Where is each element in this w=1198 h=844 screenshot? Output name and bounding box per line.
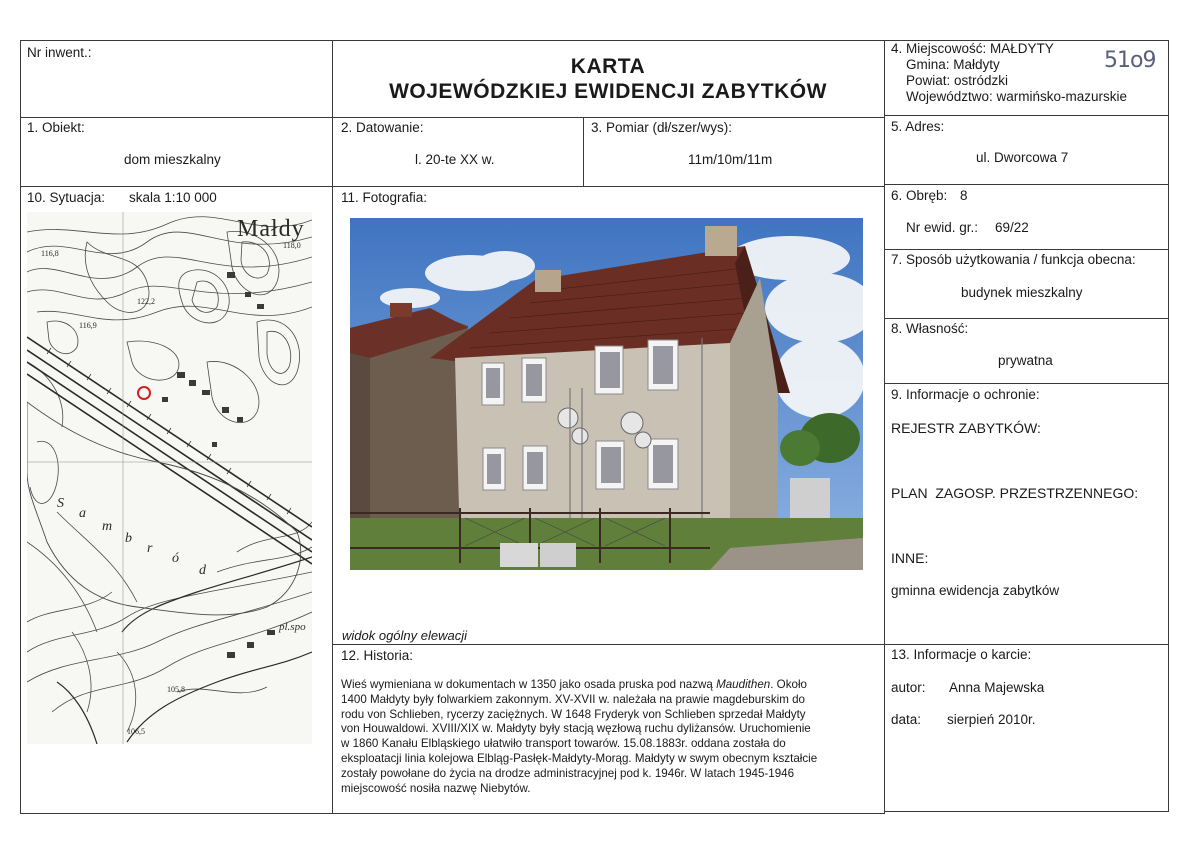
- history-line: 1400 Małdyty były folwarkiem zakonnym. XV-XVII w. należała na prawie magdeburskim do: [341, 692, 805, 706]
- history-line: Wieś wymieniana w dokumentach w 1350 jako osada pruska pod nazwą Maudithen. Około: [341, 678, 807, 691]
- inventory-label: Nr inwent.:: [27, 45, 92, 60]
- other-label: INNE:: [891, 550, 929, 566]
- address-label: 5. Adres:: [891, 119, 945, 134]
- building-photo: [350, 218, 863, 570]
- object-value: dom mieszkalny: [124, 152, 221, 167]
- ownership-value: prywatna: [998, 353, 1053, 368]
- other-value: gminna ewidencja zabytków: [891, 583, 1060, 598]
- map-place-label: Małdy: [237, 216, 305, 242]
- map-lake-letter: ó: [172, 551, 179, 566]
- handwritten-number: 51o9: [1104, 48, 1156, 73]
- address-value: ul. Dworcowa 7: [976, 150, 1069, 165]
- situation-label: 10. Sytuacja:: [27, 190, 106, 205]
- history-label: 12. Historia:: [341, 648, 414, 663]
- date-value: sierpień 2010r.: [947, 712, 1036, 727]
- map-height-label: 116,9: [79, 321, 97, 330]
- card-info-label: 13. Informacje o karcie:: [891, 647, 1032, 662]
- measure-label: 3. Pomiar (dł/szer/wys):: [591, 120, 733, 135]
- card-title-line2: WOJEWÓDZKIEJ EWIDENCJI ZABYTKÓW: [389, 80, 827, 103]
- history-line: von Houwaldowi. XVIII/XIX w. Małdyty były stacją węzłową ruchu dyliżansów. Uruchomienie: [341, 722, 811, 736]
- map-scale: skala 1:10 000: [129, 190, 217, 205]
- protection-label: 9. Informacje o ochronie:: [891, 387, 1040, 402]
- history-text: [341, 678, 877, 796]
- dating-value: l. 20-te XX w.: [415, 152, 495, 167]
- cell-title: [332, 40, 885, 118]
- author-label: autor:: [891, 680, 926, 695]
- history-line: eksploatacji linia kolejowa Elbląg-Pasłęk-Małdyty-Morąg. Małdyty w swym obecnym kształcie: [341, 751, 818, 765]
- obreb-value: 8: [960, 188, 968, 203]
- history-italic-name: Maudithen: [716, 678, 771, 691]
- cell-card-info: [884, 644, 1169, 812]
- object-label: 1. Obiekt:: [27, 120, 85, 135]
- map-lake-letter: d: [199, 563, 206, 578]
- usage-value: budynek mieszkalny: [961, 285, 1083, 300]
- map-lake-letter: b: [125, 531, 132, 546]
- history-line: w 1860 Kanału Elbląskiego ułatwiło transport towarów. 15.08.1883r. oddana została do: [341, 737, 786, 751]
- usage-label: 7. Sposób użytkowania / funkcja obecna:: [891, 252, 1136, 267]
- history-line: rodu von Schlieben, rycerzy zaciężnych. W 1648 Fryderyk von Schlieben sprzedał Małdyty: [341, 707, 806, 721]
- situation-map: [27, 212, 312, 744]
- dating-label: 2. Datowanie:: [341, 120, 424, 135]
- map-height-label: 118,0: [283, 241, 301, 250]
- map-lake-letter: m: [102, 519, 113, 534]
- measure-value: 11m/10m/11m: [688, 152, 773, 167]
- map-lake-letter: r: [147, 541, 153, 556]
- gmina-text: Gmina: Małdyty: [906, 57, 1000, 72]
- map-height-label: 106,5: [127, 727, 145, 736]
- plan-label: PLAN ZAGOSP. PRZESTRZENNEGO:: [891, 485, 1139, 501]
- photo-label: 11. Fotografia:: [341, 190, 428, 205]
- map-height-label: 105,8: [167, 685, 185, 694]
- history-line: zostały powołane do życia na drodze administracyjnej pod k. 1946r. W latach 1945-1946: [341, 766, 795, 780]
- nr-ewid-label: Nr ewid. gr.:: [906, 220, 979, 235]
- photo-caption: widok ogólny elewacji: [342, 628, 468, 643]
- voivodeship-text: Województwo: warmińsko-mazurskie: [906, 89, 1128, 104]
- map-height-label: 116,8: [41, 249, 59, 258]
- location-label: 4. Miejscowość: MAŁDYTY: [891, 41, 1054, 56]
- history-line: miejscowość nosiła nazwę Niebytów.: [341, 781, 531, 795]
- nr-ewid-value: 69/22: [995, 220, 1029, 235]
- date-label: data:: [891, 712, 922, 727]
- author-value: Anna Majewska: [949, 680, 1045, 695]
- powiat-text: Powiat: ostródzki: [906, 73, 1009, 88]
- obreb-label: 6. Obręb:: [891, 188, 948, 203]
- map-label-plspo: pl.spo: [279, 621, 306, 633]
- map-height-label: 122,2: [137, 297, 155, 306]
- register-label: REJESTR ZABYTKÓW:: [891, 420, 1041, 436]
- map-lake-letter: S: [57, 496, 64, 511]
- map-lake-letter: a: [79, 506, 86, 521]
- card-title-line1: KARTA: [570, 55, 646, 78]
- ownership-label: 8. Własność:: [891, 321, 969, 336]
